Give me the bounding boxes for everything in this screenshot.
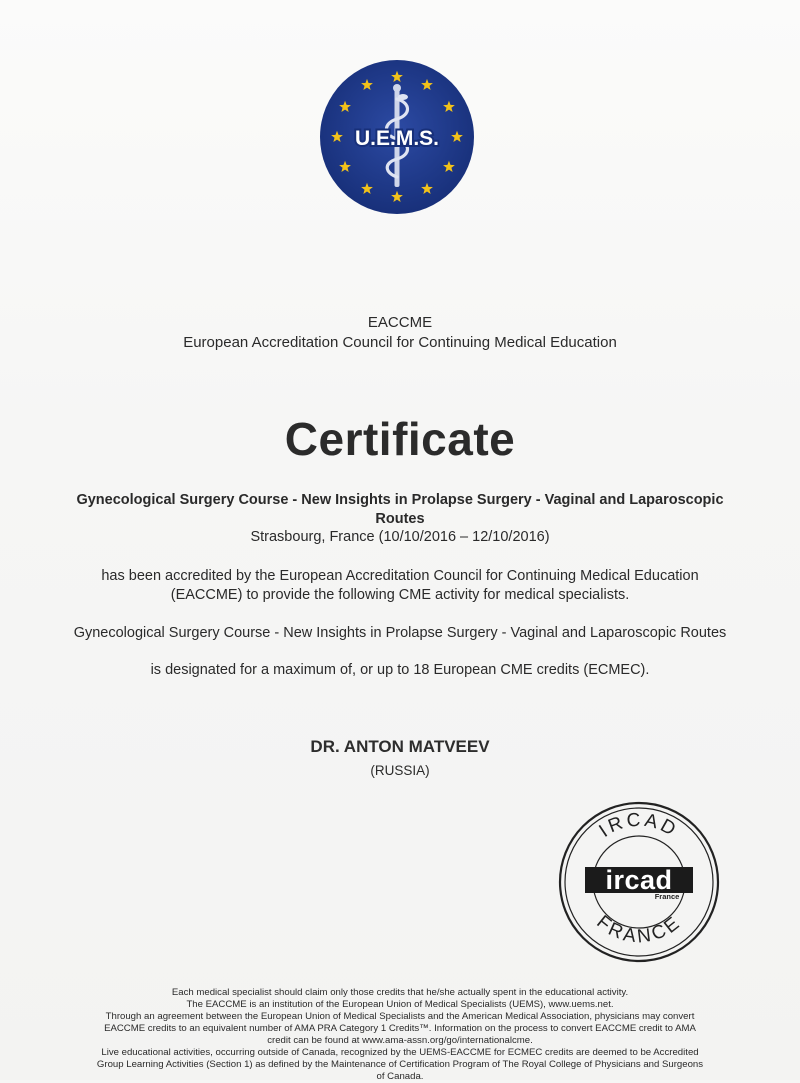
recipient-name: DR. ANTON MATVEEV bbox=[310, 737, 490, 756]
org-acronym: EACCME bbox=[367, 314, 433, 331]
uems-logo bbox=[319, 59, 475, 215]
course-location-dates: Strasbourg, France (10/10/2016 – 12/10/2016) bbox=[250, 529, 550, 545]
footer-line: Through an agreement between the European Union of Medical Specialists and the American Medical Association, physicians may convert bbox=[105, 1011, 695, 1022]
course-title: Gynecological Surgery Course - New Insights in Prolapse Surgery - Vaginal and Laparoscopic Routes bbox=[76, 492, 724, 527]
footer-line: Group Learning Activities (Section 1) as defined by the Maintenance of Certification Program of The Royal College of Physicians and Surgeons bbox=[96, 1059, 704, 1070]
svg-text:FRANCE bbox=[592, 912, 685, 948]
footer-notes bbox=[40, 987, 760, 1083]
recipient-country: (RUSSIA) bbox=[370, 763, 430, 778]
stamp-top-text: IRCAD bbox=[595, 809, 682, 842]
footer-line: Each medical specialist should claim only those credits that he/she actually spent in the educational activity. bbox=[171, 987, 629, 998]
footer-line: Live educational activities, occurring outside of Canada, recognized by the UEMS-EACCME for ECMEC credits are deemed to be Accredited bbox=[101, 1047, 699, 1058]
accreditation-line-1: has been accredited by the European Accreditation Council for Continuing Medical Education bbox=[101, 568, 699, 584]
accreditation-line-2: (EACCME) to provide the following CME activity for medical specialists. bbox=[170, 587, 630, 603]
org-name: European Accreditation Council for Continuing Medical Education bbox=[183, 334, 617, 351]
logo-text: U.E.M.S. bbox=[354, 127, 440, 150]
stamp-center-subtext: France bbox=[654, 892, 680, 901]
credits-statement: is designated for a maximum of, or up to 18 European CME credits (ECMEC). bbox=[150, 662, 650, 678]
stamp-center-text: ircad bbox=[605, 865, 673, 895]
footer-line: EACCME credits to an equivalent number of AMA PRA Category 1 Credits™. Information on the process to convert EACCME credit to AMA bbox=[104, 1023, 696, 1034]
footer-line: The EACCME is an institution of the European Union of Medical Specialists (UEMS), www.uems.net. bbox=[186, 999, 614, 1010]
course-title-repeat: Gynecological Surgery Course - New Insights in Prolapse Surgery - Vaginal and Laparoscopic Routes bbox=[73, 625, 727, 641]
footer-line: credit can be found at www.ama-assn.org/go/internationalcme. bbox=[267, 1035, 533, 1046]
stamp-bottom-text: FRANCE bbox=[592, 911, 686, 948]
accreditation-text bbox=[90, 567, 710, 605]
ircad-stamp bbox=[557, 800, 721, 964]
certificate-title: Certificate bbox=[284, 413, 516, 465]
footer-line: of Canada. bbox=[376, 1071, 424, 1082]
